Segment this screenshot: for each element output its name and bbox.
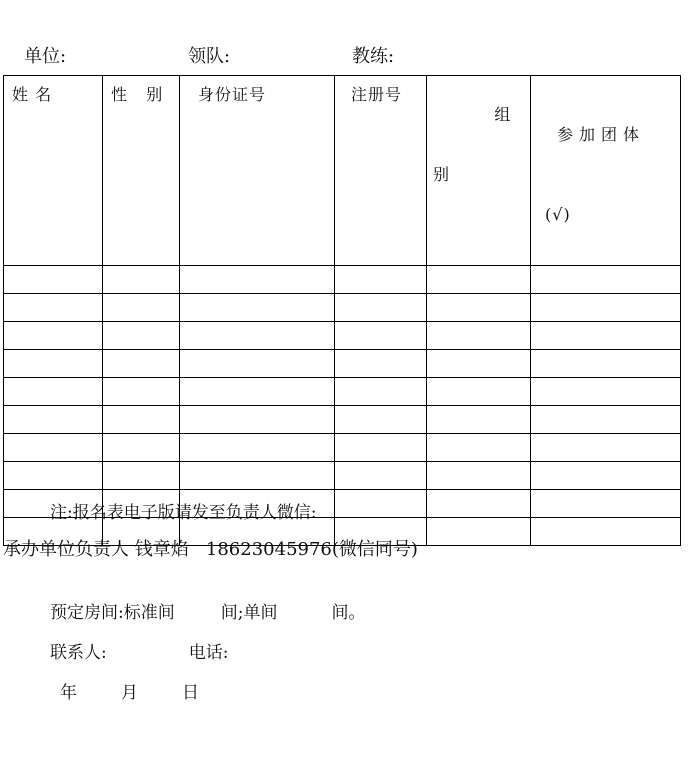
table-cell[interactable] (180, 350, 335, 378)
table-cell[interactable] (335, 406, 427, 434)
table-cell[interactable] (335, 294, 427, 322)
table-cell[interactable] (427, 294, 531, 322)
table-cell[interactable] (427, 434, 531, 462)
table-cell[interactable] (4, 378, 103, 406)
liaison-label: 联系人: (50, 643, 107, 663)
room-booking-line (50, 598, 690, 623)
table-row (4, 406, 681, 434)
table-cell[interactable] (335, 462, 427, 490)
table-row (4, 378, 681, 406)
table-cell[interactable] (335, 378, 427, 406)
table-row (4, 322, 681, 350)
table-cell[interactable] (180, 378, 335, 406)
table-cell[interactable] (180, 266, 335, 294)
note-line: 注:报名表电子版请发至负责人微信: (50, 503, 317, 523)
liaison-line (50, 638, 690, 663)
table-row (4, 462, 681, 490)
table-cell[interactable] (531, 434, 681, 462)
room-standard-label: 预定房间:标准间 (50, 603, 175, 623)
organizer-phone: 18623045976 (205, 539, 332, 560)
column-header-registration: 注册号 (335, 76, 427, 266)
table-cell[interactable] (4, 294, 103, 322)
column-header-group: 组 别 (427, 76, 531, 266)
organizer-contact-line (3, 535, 690, 561)
table-cell[interactable] (103, 406, 180, 434)
table-cell[interactable] (4, 266, 103, 294)
table-cell[interactable] (427, 322, 531, 350)
table-cell[interactable] (427, 350, 531, 378)
table-row (4, 434, 681, 462)
table-cell[interactable] (180, 406, 335, 434)
column-header-gender: 性 别 (103, 76, 180, 266)
table-cell[interactable] (427, 462, 531, 490)
table-cell[interactable] (4, 322, 103, 350)
registration-table (3, 75, 681, 546)
table-cell[interactable] (103, 378, 180, 406)
table-cell[interactable] (4, 434, 103, 462)
date-day: 日 (182, 683, 199, 703)
column-header-team: 参加团体 (√) (531, 76, 681, 266)
table-cell[interactable] (4, 350, 103, 378)
date-year: 年 (60, 683, 77, 703)
unit-label: 单位: (24, 46, 67, 67)
table-cell[interactable] (4, 462, 103, 490)
phone-label: 电话: (188, 643, 229, 663)
table-cell[interactable] (103, 266, 180, 294)
room-suffix: 间。 (331, 603, 366, 623)
date-line (60, 678, 690, 703)
header-line (0, 42, 690, 66)
table-cell[interactable] (531, 294, 681, 322)
organizer-phone-note: (微信同号) (331, 539, 418, 560)
table-cell[interactable] (335, 434, 427, 462)
table-cell[interactable] (531, 350, 681, 378)
table-cell[interactable] (103, 294, 180, 322)
table-cell[interactable] (531, 322, 681, 350)
table-cell[interactable] (427, 266, 531, 294)
table-cell[interactable] (335, 266, 427, 294)
date-month: 月 (121, 683, 138, 703)
room-single-label: 间;单间 (220, 603, 278, 623)
table-cell[interactable] (103, 462, 180, 490)
table-cell[interactable] (180, 434, 335, 462)
table-cell[interactable] (335, 322, 427, 350)
table-header-row (4, 76, 681, 266)
table-cell[interactable] (531, 462, 681, 490)
table-cell[interactable] (531, 266, 681, 294)
table-row (4, 294, 681, 322)
table-row (4, 266, 681, 294)
table-cell[interactable] (103, 434, 180, 462)
organizer-label: 承办单位负责人 (3, 539, 129, 560)
table-cell[interactable] (335, 350, 427, 378)
table-cell[interactable] (531, 406, 681, 434)
column-header-name: 姓 名 (4, 76, 103, 266)
table-cell[interactable] (4, 406, 103, 434)
table-cell[interactable] (180, 322, 335, 350)
organizer-name: 钱章焰 (134, 539, 189, 560)
leader-label: 领队: (188, 46, 231, 67)
table-cell[interactable] (180, 294, 335, 322)
table-row (4, 350, 681, 378)
table-cell[interactable] (103, 350, 180, 378)
table-cell[interactable] (103, 322, 180, 350)
table-cell[interactable] (180, 462, 335, 490)
table-cell[interactable] (427, 406, 531, 434)
table-cell[interactable] (531, 378, 681, 406)
column-header-id-number: 身份证号 (180, 76, 335, 266)
table-cell[interactable] (427, 378, 531, 406)
coach-label: 教练: (352, 46, 395, 67)
